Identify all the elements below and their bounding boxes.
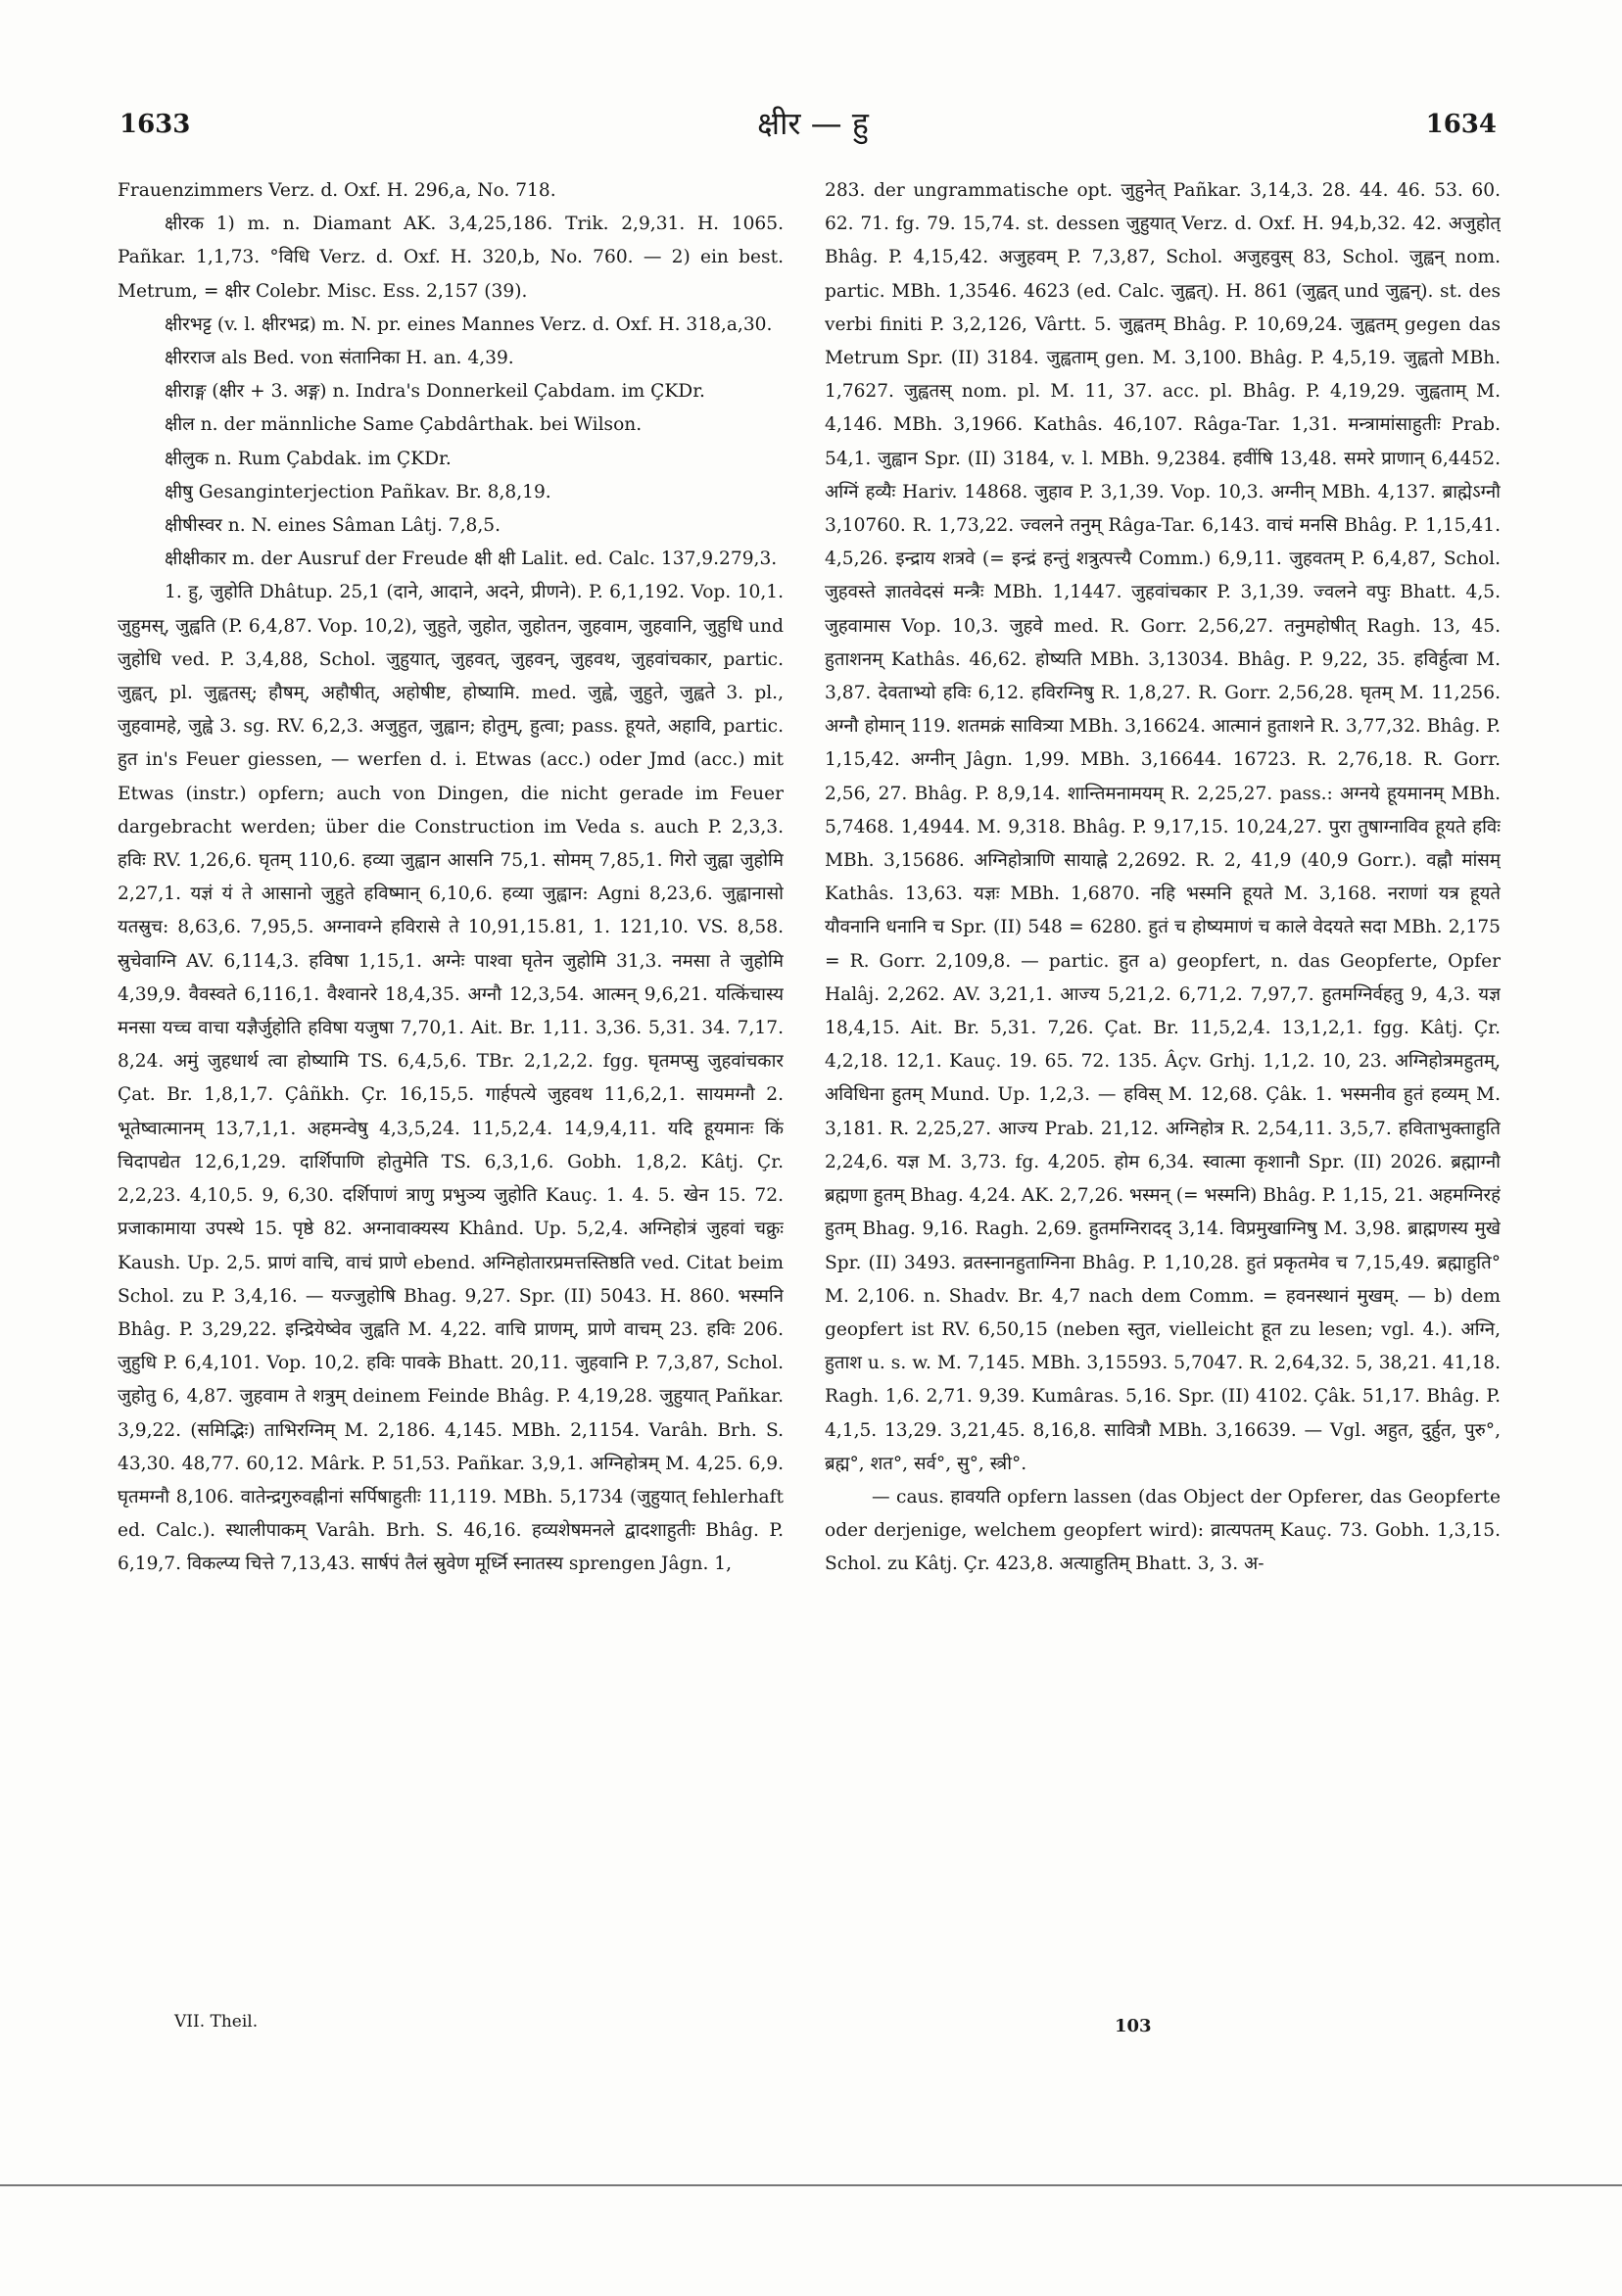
entry-paragraph: 1. हु, जुहोति Dhâtup. 25,1 (दाने, आदाने, अदने, प्रीणने). P. 6,1,192. Vop. 10,1. जुहुमस्, जुह्वति (P. 6,4,87. Vop. 10,2), जुहुते, जुहोत, जुहोतन, जुहवाम, जुहवानि, जुहुधि und जुहोधि ved. P. 3,4,88, Schol. जुहुयात्, जुहवत्, जुहवन्, जुहवथ, जुहवांचकार, partic. जुह्वत्, pl. जुह्वतस्; हौषम्, अहौषीत्, अहोषीष्ट, होष्यामि. med. जुह्वे, जुहुते, जुह्वते 3. pl., जुहवामहे, जुह्वे 3. sg. RV. 6,2,3. अजुहुत, जुह्वान; होतुम्, हुत्वा; pass. हूयते, अहावि, partic. हुत in's Feuer giessen, — werfen d. i. Etwas (acc.) oder Jmd (acc.) mit Etwas (instr.) opfern; auch von Dingen, die nicht gerade im Feuer dargebracht werden; über die Construction im Veda s. auch P. 2,3,3. हविः RV. 1,26,6. घृतम् 110,6. हव्या जुह्वान आसनि 75,1. सोमम् 7,85,1. गिरो जुह्वा जुहोमि 2,27,1. यज्ञं यं ते आसानो जुहुते हविष्मान् 6,10,6. हव्या जुह्वान: Agni 8,23,6. जुह्वानासो यतस्रुच: 8,63,6. 7,95,5. अग्नावग्ने हविरासे ते 10,91,15.81, 1. 121,10. VS. 8,58. स्रुचेवाग्नि AV. 6,114,3. हविषा 1,15,1. अग्नेः पाश्वा घृतेन जुहोमि 31,3. नमसा ते जुहोमि 4,39,9. वैवस्वते 6,116,1. वैश्वानरे 18,4,35. अग्नौ 12,3,54. आत्मन् 9,6,21. यत्किंचास्य मनसा यच्च वाचा यज्ञैर्जुहोति हविषा यजुषा 7,70,1. Ait. Br. 1,11. 3,36. 5,31. 34. 7,17. 8,24. अमुं जुहधार्थ त्वा होष्यामि TS. 6,4,5,6. TBr. 2,1,2,2. fgg. घृतमप्सु जुहवांचकार Çat. Br. 1,8,1,7. Çâñkh. Çr. 16,15,5. गार्हपत्ये जुहवथ 11,6,2,1. सायमग्नौ 2. भूतेष्वात्मानम् 13,7,1,1. अहमन्वेषु 4,3,5,24. 11,5,2,4. 14,9,4,11. यदि हूयमानः किं चिदापद्येत 12,6,1,29. दार्शिपाणि होतुमेति TS. 6,3,1,6. Gobh. 1,8,2. Kâtj. Çr. 2,2,23. 4,10,5. 9, 6,30. दर्शिपाणं त्राणु प्रभुञ्य जुहोति Kauç. 1. 4. 5. खेन 15. 72. प्रजाकामाया उपस्थे 15. पृष्ठे 82. अग्नावाक्यस्य Khând. Up. 5,2,4. अग्निहोत्रं जुहवां चक्रुः Kaush. Up. 2,5. प्राणं वाचि, वाचं प्राणे ebend. अग्निहोतारप्रमत्तस्तिष्ठति ved. Citat beim Schol. zu P. 3,4,16. — यज्जुहोषि Bhag. 9,27. Spr. (II) 5043. H. 860. भस्मनि Bhâg. P. 3,29,22. इन्द्रियेष्वेव जुह्वति M. 4,22. वाचि प्राणम्, प्राणे वाचम् 23. हविः 206. जुहुधि P. 6,4,101. Vop. 10,2. हविः पावके Bhatt. 20,11. जुहवानि P. 7,3,87, Schol. जुहोतु 6, 4,87. जुहवाम ते शत्रुम् deinem Feinde Bhâg. P. 4,19,28. जुहुयात् Pañkar. 3,9,22. (समिद्भिः) ताभिरग्निम् M. 2,186. 4,145. MBh. 2,1154. Varâh. Brh. S. 43,30. 48,77. 60,12. Mârk. P. 51,53. Pañkar. 3,9,1. अग्निहोत्रम् M. 4,25. 6,9. घृतमग्नौ 8,106. वातेन्द्रगुरुवह्नीनां सर्पिषाहुतीः 11,119. MBh. 5,1734 (जुहुयात् fehlerhaft ed. Calc.). स्थालीपाकम् Varâh. Brh. S. 46,16. हव्यशेषमनले द्वादशाहुतीः Bhâg. P. 6,19,7. विकल्प्य चित्ते 7,13,43. सार्षपं तैलं स्रुवेण मूर्ध्नि स्नातस्य sprengen Jâgn. 1, xyxy=(118,582,784,1575)
entry-paragraph: क्षीराङ्ग (क्षीर + 3. अङ्ग) n. Indra's Donnerkeil Çabdam. im ÇKDr. xyxy=(165,381,705,403)
right-page-number: 1634 xyxy=(1425,110,1497,139)
bottom-rule xyxy=(0,2184,1622,2186)
entry-paragraph: क्षीषीस्वर n. N. eines Sâman Lâtj. 7,8,5. xyxy=(165,515,501,537)
sheet-signature: 103 xyxy=(1115,2016,1152,2036)
left-column xyxy=(118,174,784,1957)
running-head: क्षीर — हु xyxy=(757,105,869,142)
entry-paragraph: क्षीलुक n. Rum Çabdak. im ÇKDr. xyxy=(165,448,452,469)
entry-paragraph: क्षीरराज als Bed. von संतानिका H. an. 4,39. xyxy=(165,348,514,369)
entry-paragraph: क्षील n. der männliche Same Çabdârthak. bei Wilson. xyxy=(165,414,643,436)
entry-paragraph: 283. der ungrammatische opt. जुहुनेत् Pañkar. 3,14,3. 28. 44. 46. 53. 60. 62. 71. fg. 79. 15,74. st. dessen जुहुयात् Verz. d. Oxf. H. 94,b,32. 42. अजुहोत् Bhâg. P. 4,15,42. अजुहवम् P. 7,3,87, Schol. अजुहवुस् 83, Schol. जुह्वन् nom. partic. MBh. 1,3546. 4623 (ed. Calc. जुह्वत्). H. 861 (जुह्वत् und जुह्वन्). st. des verbi finiti P. 3,2,126, Vârtt. 5. जुह्वतम् Bhâg. P. 10,69,24. जुह्वतम् gegen das Metrum Spr. (II) 3184. जुह्वताम् gen. M. 3,100. Bhâg. P. 4,5,19. जुह्वतो MBh. 1,7627. जुह्वतस् nom. pl. M. 11, 37. acc. pl. Bhâg. P. 4,19,29. जुह्वताम् M. 4,146. MBh. 3,1966. Kathâs. 46,107. Râga-Tar. 1,31. मन्त्रामांसाहुतीः Prab. 54,1. जुह्वान Spr. (II) 3184, v. l. MBh. 9,2384. हवींषि 13,48. समरे प्राणान् 6,4452. अग्निं हव्यैः Hariv. 14868. जुहाव P. 3,1,39. Vop. 10,3. अग्नीन् MBh. 4,137. ब्राह्मेऽग्नौ 3,10760. R. 1,73,22. ज्वलने तनुम् Râga-Tar. 6,143. वाचं मनसि Bhâg. P. 1,15,41. 4,5,26. इन्द्राय शत्रवे (= इन्द्रं हन्तुं शत्रुत्पत्त्यै Comm.) 6,9,11. जुहवतम् P. 6,4,87, Schol. जुहवस्ते ज्ञातवेदसं मन्त्रैः MBh. 1,1447. जुहवांचकार P. 3,1,39. ज्वलने वपुः Bhatt. 4,5. जुहवामास Vop. 10,3. जुहवे med. R. Gorr. 2,56,27. तनुमहोषीत् Ragh. 13, 45. हुताशनम् Kathâs. 46,62. होष्यति MBh. 3,13034. Bhâg. P. 9,22, 35. हविर्हुत्वा M. 3,87. देवताभ्यो हविः 6,12. हविरग्निषु R. 1,8,27. R. Gorr. 2,56,28. घृतम् M. 11,256. अग्नौ होमान् 119. शतमक्रं सावित्र्या MBh. 3,16624. आत्मानं हुताशने R. 3,77,32. Bhâg. P. 1,15,42. अग्नीन् Jâgn. 1,99. MBh. 3,16644. 16723. R. 2,76,18. R. Gorr. 2,56, 27. Bhâg. P. 8,9,14. शान्तिमनामयम् R. 2,25,27. pass.: अग्नये हूयमानम् MBh. 5,7468. 1,4944. M. 9,318. Bhâg. P. 9,17,15. 10,24,27. पुरा तुषाग्नाविव हूयते हविः MBh. 3,15686. अग्निहोत्राणि सायाह्ने 2,2692. R. 2, 41,9 (40,9 Gorr.). वह्नौ मांसम् Kathâs. 13,63. यज्ञः MBh. 1,6870. नहि भस्मनि हूयते M. 3,168. नराणां यत्र हूयते यौवनानि धनानि च Spr. (II) 548 = 6280. हुतं च होष्यमाणं च काले वेदयते सदा MBh. 2,175 = R. Gorr. 2,109,8. — partic. हुत a) geopfert, n. das Geopferte, Opfer Halâj. 2,262. AV. 3,21,1. आज्य 5,21,2. 6,71,2. 7,97,7. हुतमग्निर्वहतु 9, 4,3. यज्ञ 18,4,15. Ait. Br. 5,31. 7,26. Çat. Br. 11,5,2,4. 13,1,2,1. fgg. Kâtj. Çr. 4,2,18. 12,1. Kauç. 19. 65. 72. 135. Âçv. Grhj. 1,1,2. 10, 23. अग्निहोत्रमहुतम्, अविधिना हुतम् Mund. Up. 1,2,3. — हविस् M. 12,68. Çâk. 1. भस्मनीव हुतं हव्यम् M. 3,181. R. 2,25,27. आज्य Prab. 21,12. अग्निहोत्र R. 2,54,11. 3,5,7. हविताभुक्ताहुति 2,24,6. यज्ञ M. 3,73. fg. 4,205. होम 6,34. स्वात्मा कृशानौ Spr. (II) 2026. ब्रह्माग्नौ ब्रह्मणा हुतम् Bhag. 4,24. AK. 2,7,26. भस्मन् (= भस्मनि) Bhâg. P. 1,15, 21. अहमग्निरहं हुतम् Bhag. 9,16. Ragh. 2,69. हुतमग्निरादद् 3,14. विप्रमुखाग्निषु M. 3,98. ब्राह्मणस्य मुखे Spr. (II) 3493. व्रतस्नानहुताग्निना Bhâg. P. 1,10,28. हुतं प्रकृतमेव च 7,15,49. ब्रह्माहुति° M. 2,106. n. Shadv. Br. 4,7 nach dem Comm. = हवनस्थानं मुखम्. — b) dem geopfert ist RV. 6,50,15 (neben स्तुत, vielleicht हूत zu lesen; vgl. 4.). अग्नि, हुताश u. s. w. M. 7,145. MBh. 3,15593. 5,7047. R. 2,64,32. 5, 38,21. 41,18. Ragh. 1,6. 2,71. 9,39. Kumâras. 5,16. Spr. (II) 4102. Çâk. 51,17. Bhâg. P. 4,1,5. 13,29. 3,21,45. 8,16,8. सावित्रौ MBh. 3,16639. — Vgl. अहुत, दुर्हुत, पुरु°, ब्रह्म°, शत°, सर्व°, सु°, स्त्री°. xyxy=(825,180,1501,1474)
entry-paragraph: Frauenzimmers Verz. d. Oxf. H. 296,a, No. 718. xyxy=(118,180,556,201)
entry-paragraph: क्षीषु Gesanginterjection Pañkav. Br. 8,8,19. xyxy=(165,481,551,502)
volume-signature: VII. Theil. xyxy=(174,2012,259,2032)
entry-paragraph: क्षीरक 1) m. n. Diamant AK. 3,4,25,186. Trik. 2,9,31. H. 1065. Pañkar. 1,1,73. °विधि Verz. d. Oxf. H. 320,b, No. 760. — 2) ein best. Metrum, = क्षीर Colebr. Misc. Ess. 2,157 (39). xyxy=(118,214,784,302)
entry-paragraph: क्षीक्षीकार m. der Ausruf der Freude क्षी क्षी Lalit. ed. Calc. 137,9.279,3. xyxy=(165,549,778,570)
entry-paragraph: — caus. हावयति opfern lassen (das Object der Opferer, das Geopferte oder derjenige, welchem geopfert wird): व्रात्यपतम् Kauç. 73. Gobh. 1,3,15. Schol. zu Kâtj. Çr. 423,8. अत्याहुतिम् Bhatt. 3, 3. अ- xyxy=(825,1486,1501,1575)
left-page-number: 1633 xyxy=(119,110,191,139)
right-column xyxy=(825,174,1501,1957)
entry-paragraph: क्षीरभट्ट (v. l. क्षीरभद्र) m. N. pr. eines Mannes Verz. d. Oxf. H. 318,a,30. xyxy=(165,313,773,335)
